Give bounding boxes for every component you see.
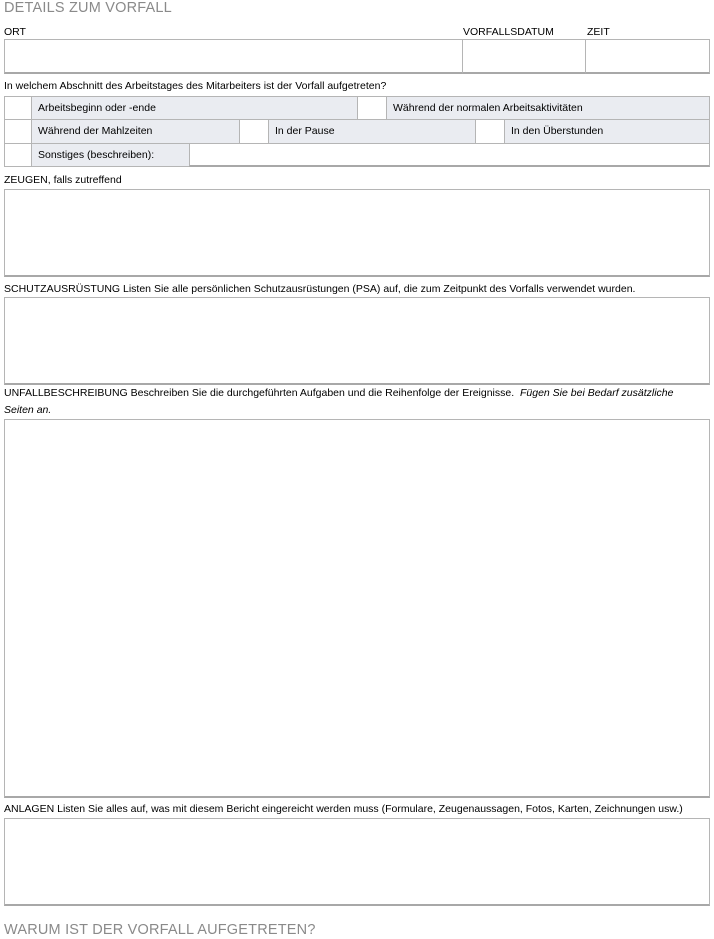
description-label-text: UNFALLBESCHREIBUNG Beschreiben Sie die durchgeführten Aufgaben und die Reihenfolge der Ereignisse. (4, 387, 515, 399)
description-field[interactable] (4, 419, 710, 798)
option-label: In den Überstunden (511, 125, 604, 137)
ort-field[interactable] (4, 39, 463, 74)
workday-question: In welchem Abschnitt des Arbeitstages des Mitarbeiters ist der Vorfall aufgetreten? (4, 80, 387, 92)
option-other (31, 143, 190, 167)
description-note: Fügen Sie bei Bedarf zusätzliche Seiten an. (4, 387, 674, 416)
time-label: ZEIT (587, 26, 610, 38)
checkbox-normal-activities[interactable] (357, 96, 387, 120)
time-field[interactable] (585, 39, 710, 74)
checkbox-break[interactable] (239, 119, 269, 144)
witnesses-field[interactable] (4, 189, 710, 277)
option-meals (31, 119, 240, 144)
ppe-field[interactable] (4, 297, 710, 385)
option-label: Sonstiges (beschreiben): (38, 149, 155, 161)
section-title-why: WARUM IST DER VORFALL AUFGETRETEN? (4, 922, 316, 938)
option-label: Während der Mahlzeiten (38, 125, 153, 137)
checkbox-workday-start-end[interactable] (4, 96, 32, 120)
option-break (268, 119, 476, 144)
option-overtime (504, 119, 710, 144)
option-label: Während der normalen Arbeitsaktivitäten (393, 102, 583, 114)
ort-label: ORT (4, 26, 26, 38)
option-label: In der Pause (275, 125, 335, 137)
checkbox-meals[interactable] (4, 119, 32, 144)
option-normal-activities (386, 96, 710, 120)
section-title-details: DETAILS ZUM VORFALL (4, 0, 172, 16)
attachments-label: ANLAGEN Listen Sie alles auf, was mit diesem Bericht eingereicht werden muss (Formulare, Zeugenaussagen, Fotos, Karten, Zeichnungen usw.) (4, 803, 683, 815)
date-label: VORFALLSDATUM (463, 26, 554, 38)
checkbox-other[interactable] (4, 143, 32, 167)
other-description-field[interactable] (189, 143, 710, 167)
option-label: Arbeitsbeginn oder -ende (38, 102, 156, 114)
date-field[interactable] (462, 39, 586, 74)
ppe-label: SCHUTZAUSRÜSTUNG Listen Sie alle persönlichen Schutzausrüstungen (PSA) auf, die zum Zeitpunkt des Vorfalls verwendet wurden. (4, 283, 636, 295)
witnesses-label: ZEUGEN, falls zutreffend (4, 174, 122, 186)
attachments-field[interactable] (4, 818, 710, 906)
option-workday-start-end (31, 96, 358, 120)
description-label (4, 385, 704, 419)
checkbox-overtime[interactable] (475, 119, 505, 144)
